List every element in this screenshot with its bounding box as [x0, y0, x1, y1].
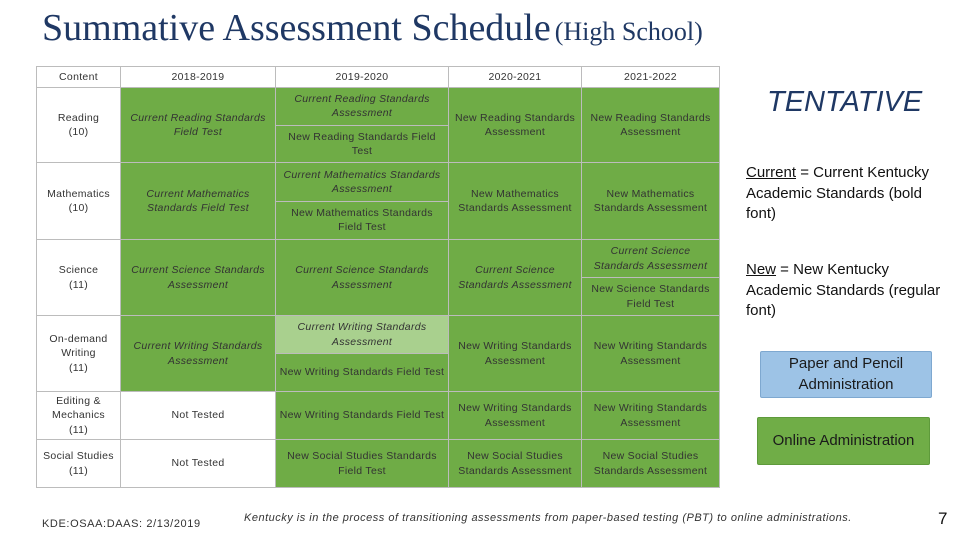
cell-editing-2021: New Writing Standards Assessment: [582, 392, 720, 440]
row-label-social-studies: Social Studies (11): [37, 440, 121, 488]
header-content: Content: [37, 67, 121, 88]
cell-math-2018: Current Mathematics Standards Field Test: [121, 163, 276, 240]
online-administration-legend-box: Online Administration: [757, 417, 930, 465]
cell-math-2021: New Mathematics Standards Assessment: [582, 163, 720, 240]
footer-source: KDE:OSAA:DAAS: 2/13/2019: [42, 518, 201, 530]
table-row-science: [37, 240, 720, 316]
cell-reading-2019-bottom: New Reading Standards Field Test: [276, 126, 448, 163]
cell-writing-2019-top: Current Writing Standards Assessment: [276, 316, 448, 354]
cell-math-2020: New Mathematics Standards Assessment: [449, 163, 582, 240]
table-header-row: [37, 67, 720, 88]
cell-writing-2019: [276, 316, 449, 392]
cell-social-2018: Not Tested: [121, 440, 276, 488]
cell-science-2021: [582, 240, 720, 316]
legend-current-key: Current: [746, 164, 797, 181]
cell-writing-2020: New Writing Standards Assessment: [449, 316, 582, 392]
cell-social-2021: New Social Studies Standards Assessment: [582, 440, 720, 488]
cell-math-2019-bottom: New Mathematics Standards Field Test: [276, 202, 448, 240]
cell-math-2019-top: Current Mathematics Standards Assessment: [276, 163, 448, 202]
row-label-writing: On-demand Writing (11): [37, 316, 121, 392]
tentative-label: TENTATIVE: [767, 86, 923, 118]
cell-reading-2018: Current Reading Standards Field Test: [121, 88, 276, 163]
table-row-writing: [37, 316, 720, 392]
cell-reading-2021: New Reading Standards Assessment: [582, 88, 720, 163]
cell-editing-2019: New Writing Standards Field Test: [276, 392, 449, 440]
legend-current-text: = Current Kentucky Academic Standards (bold font): [746, 164, 930, 223]
header-2019-2020: 2019-2020: [276, 67, 449, 88]
cell-writing-2021: New Writing Standards Assessment: [582, 316, 720, 392]
cell-writing-2018: Current Writing Standards Assessment: [121, 316, 276, 392]
cell-science-2021-bottom: New Science Standards Field Test: [582, 278, 719, 315]
header-2021-2022: 2021-2022: [582, 67, 720, 88]
cell-science-2018: Current Science Standards Assessment: [121, 240, 276, 316]
row-label-science: Science (11): [37, 240, 121, 316]
table-row-editing: [37, 392, 720, 440]
schedule-table: [36, 66, 720, 488]
row-label-editing: Editing & Mechanics (11): [37, 392, 121, 440]
cell-editing-2018: Not Tested: [121, 392, 276, 440]
cell-reading-2020: New Reading Standards Assessment: [449, 88, 582, 163]
cell-writing-2019-bottom: New Writing Standards Field Test: [276, 354, 448, 391]
cell-science-2019: Current Science Standards Assessment: [276, 240, 449, 316]
table-row-mathematics: [37, 163, 720, 240]
cell-science-2021-top: Current Science Standards Assessment: [582, 240, 719, 278]
legend-new-text: = New Kentucky Academic Standards (regular font): [746, 261, 941, 320]
table-row-social-studies: [37, 440, 720, 488]
legend-new-key: New: [746, 261, 777, 278]
cell-science-2020: Current Science Standards Assessment: [449, 240, 582, 316]
cell-reading-2019: [276, 88, 449, 163]
paper-pencil-legend-box: Paper and Pencil Administration: [760, 351, 932, 398]
footer-note: Kentucky is in the process of transitioning assessments from paper-based testing (PBT) to online administrations.: [244, 512, 852, 524]
legend-current: [746, 163, 946, 225]
cell-math-2019: [276, 163, 449, 240]
page-number: 7: [938, 509, 948, 528]
legend-new: [746, 260, 946, 322]
header-2018-2019: 2018-2019: [121, 67, 276, 88]
page-title: [42, 6, 703, 50]
table-row-reading: [37, 88, 720, 163]
title-main: Summative Assessment Schedule: [42, 7, 551, 49]
title-sub: (High School): [554, 17, 703, 46]
cell-social-2019: New Social Studies Standards Field Test: [276, 440, 449, 488]
cell-editing-2020: New Writing Standards Assessment: [449, 392, 582, 440]
cell-social-2020: New Social Studies Standards Assessment: [449, 440, 582, 488]
row-label-mathematics: Mathematics (10): [37, 163, 121, 240]
cell-reading-2019-top: Current Reading Standards Assessment: [276, 88, 448, 126]
header-2020-2021: 2020-2021: [449, 67, 582, 88]
row-label-reading: Reading (10): [37, 88, 121, 163]
